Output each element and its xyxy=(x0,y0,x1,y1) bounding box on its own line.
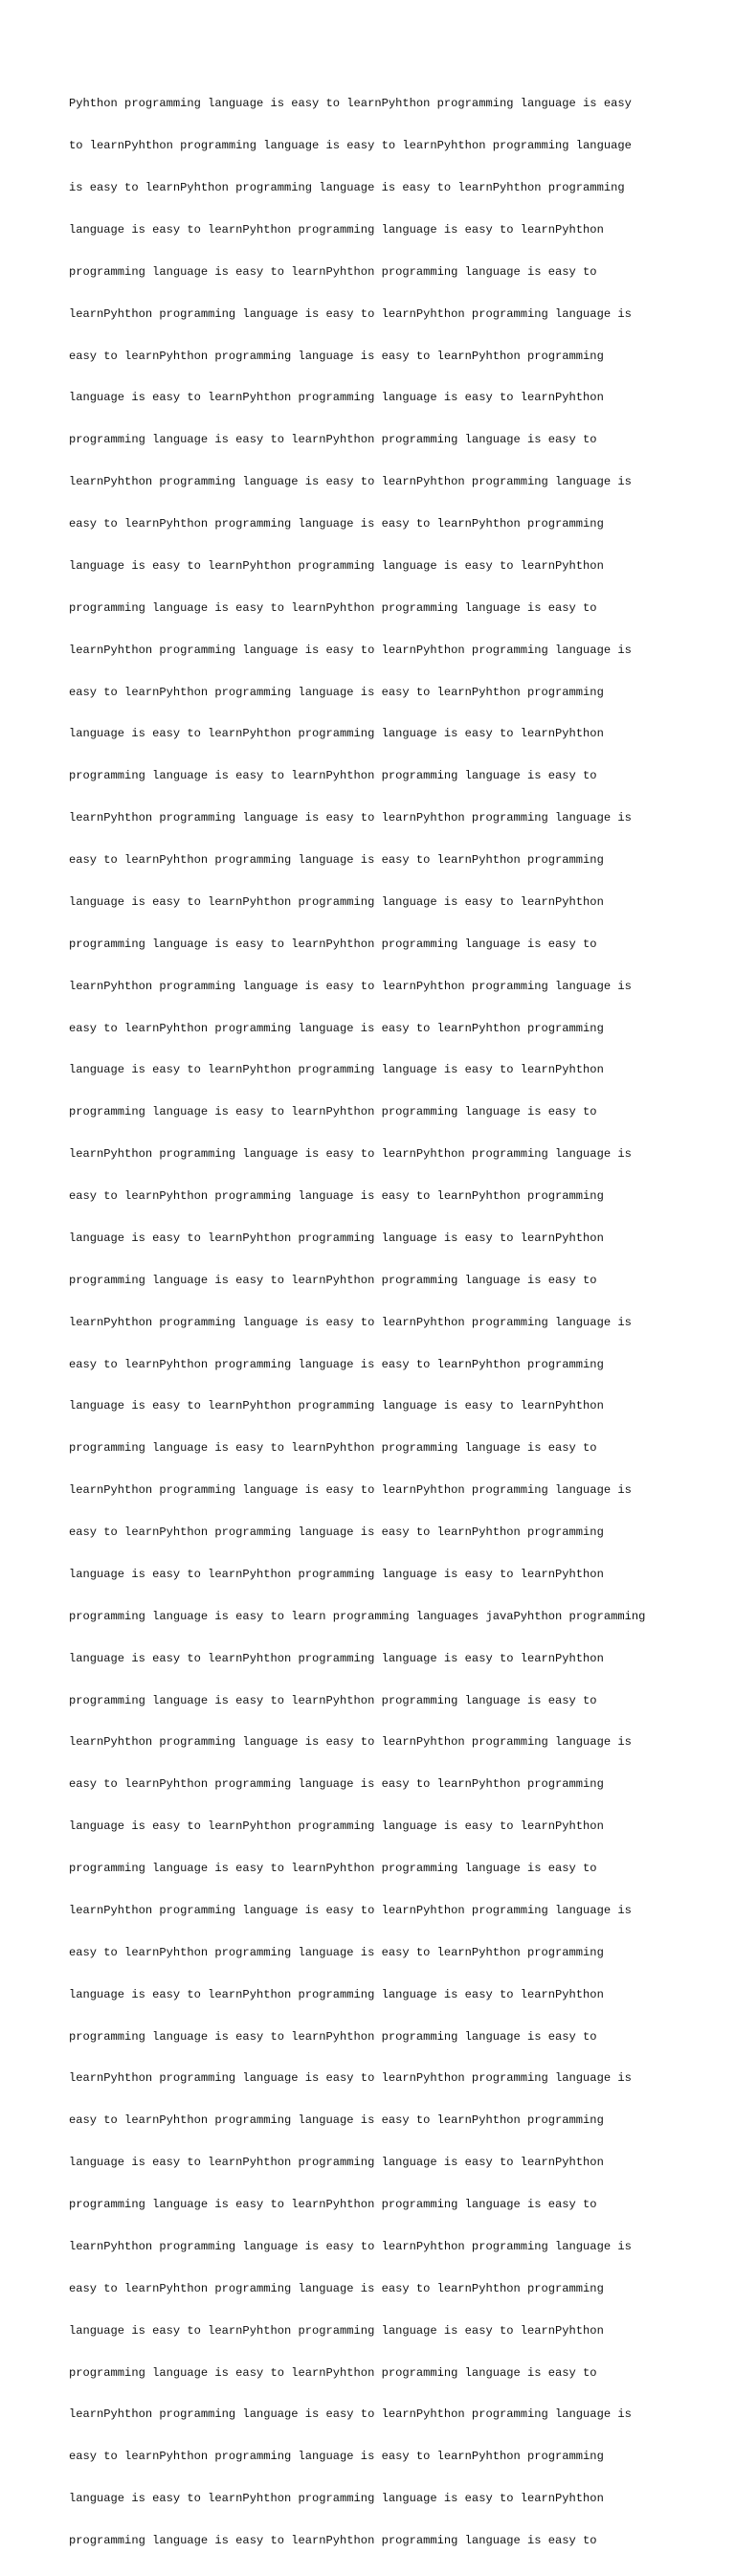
text-line: easy to learnPyhthon programming language is easy to learnPyhthon programming xyxy=(69,853,604,867)
text-line: programming language is easy to learnPyhthon programming language is easy to xyxy=(69,1105,597,1119)
text-line: language is easy to learnPyhthon programming language is easy to learnPyhthon xyxy=(69,1987,604,2001)
text-line: Pyhthon programming language is easy to learnPyhthon programming language is easy xyxy=(69,97,632,111)
text-line: language is easy to learnPyhthon programming language is easy to learnPyhthon xyxy=(69,1399,604,1413)
text-line: language is easy to learnPyhthon programming language is easy to learnPyhthon xyxy=(69,1819,604,1834)
text-line: easy to learnPyhthon programming language is easy to learnPyhthon programming xyxy=(69,1777,604,1792)
text-line: learnPyhthon programming language is easy to learnPyhthon programming language is xyxy=(69,811,632,825)
text-line: language is easy to learnPyhthon programming language is easy to learnPyhthon xyxy=(69,222,604,237)
text-line: programming language is easy to learnPyhthon programming language is easy to xyxy=(69,2365,597,2380)
text-line: easy to learnPyhthon programming language is easy to learnPyhthon programming xyxy=(69,2113,604,2128)
text-line: learnPyhthon programming language is easy to learnPyhthon programming language is xyxy=(69,2407,632,2422)
text-line: language is easy to learnPyhthon programming language is easy to learnPyhthon xyxy=(69,1231,604,1245)
text-line: easy to learnPyhthon programming language is easy to learnPyhthon programming xyxy=(69,349,604,363)
text-line: language is easy to learnPyhthon programming language is easy to learnPyhthon xyxy=(69,727,604,741)
text-line: programming language is easy to learnPyhthon programming language is easy to xyxy=(69,2534,597,2547)
text-line: language is easy to learnPyhthon programming language is easy to learnPyhthon xyxy=(69,2156,604,2170)
text-line: learnPyhthon programming language is easy to learnPyhthon programming language is xyxy=(69,475,632,489)
text-line: language is easy to learnPyhthon programming language is easy to learnPyhthon xyxy=(69,391,604,405)
text-line: language is easy to learnPyhthon programming language is easy to learnPyhthon xyxy=(69,1651,604,1665)
text-line: programming language is easy to learnPyhthon programming language is easy to xyxy=(69,1441,597,1456)
text-line: programming language is easy to learnPyhthon programming language is easy to xyxy=(69,2198,597,2211)
text-line: programming language is easy to learnPyhthon programming language is easy to xyxy=(69,600,597,615)
text-line: easy to learnPyhthon programming language is easy to learnPyhthon programming xyxy=(69,685,604,699)
text-line: easy to learnPyhthon programming language is easy to learnPyhthon programming xyxy=(69,2281,604,2295)
text-line: language is easy to learnPyhthon programming language is easy to learnPyhthon xyxy=(69,2492,604,2506)
text-line: language is easy to learnPyhthon programming language is easy to learnPyhthon xyxy=(69,2323,604,2338)
text-line: programming language is easy to learnPyhthon programming language is easy to xyxy=(69,1693,597,1707)
text-line: programming language is easy to learnPyhthon programming language is easy to xyxy=(69,433,597,447)
text-line: learnPyhthon programming language is easy to learnPyhthon programming language is xyxy=(69,1315,632,1329)
text-line: programming language is easy to learnPyhthon programming language is easy to xyxy=(69,264,597,279)
text-line: learnPyhthon programming language is easy to learnPyhthon programming language is xyxy=(69,2239,632,2253)
text-line: easy to learnPyhthon programming language is easy to learnPyhthon programming xyxy=(69,1357,604,1371)
text-line: easy to learnPyhthon programming language is easy to learnPyhthon programming xyxy=(69,1525,604,1539)
text-line: easy to learnPyhthon programming language is easy to learnPyhthon programming xyxy=(69,1021,604,1035)
body-text xyxy=(69,69,672,2576)
text-line: language is easy to learnPyhthon programming language is easy to learnPyhthon xyxy=(69,1063,604,1077)
text-line: learnPyhthon programming language is easy to learnPyhthon programming language is xyxy=(69,1483,632,1498)
text-line: language is easy to learnPyhthon programming language is easy to learnPyhthon xyxy=(69,1567,604,1581)
text-line: language is easy to learnPyhthon programming language is easy to learnPyhthon xyxy=(69,558,604,573)
text-line: easy to learnPyhthon programming language is easy to learnPyhthon programming xyxy=(69,517,604,531)
text-line: programming language is easy to learnPyhthon programming language is easy to xyxy=(69,1273,597,1287)
text-line: programming language is easy to learnPyhthon programming language is easy to xyxy=(69,937,597,951)
text-line: learnPyhthon programming language is easy to learnPyhthon programming language is xyxy=(69,1903,632,1917)
text-line: learnPyhthon programming language is easy to learnPyhthon programming language is xyxy=(69,1735,632,1750)
text-line: learnPyhthon programming language is easy to learnPyhthon programming language is xyxy=(69,2071,632,2086)
text-line: learnPyhthon programming language is easy to learnPyhthon programming language is xyxy=(69,979,632,993)
text-line: programming language is easy to learnPyhthon programming language is easy to xyxy=(69,1862,597,1875)
text-line: language is easy to learnPyhthon programming language is easy to learnPyhthon xyxy=(69,894,604,909)
text-line: easy to learnPyhthon programming language is easy to learnPyhthon programming xyxy=(69,1189,604,1203)
text-line: learnPyhthon programming language is easy to learnPyhthon programming language is xyxy=(69,306,632,321)
text-line: learnPyhthon programming language is easy to learnPyhthon programming language is xyxy=(69,643,632,657)
text-line: easy to learnPyhthon programming language is easy to learnPyhthon programming xyxy=(69,2450,604,2464)
text-line: programming language is easy to learnPyhthon programming language is easy to xyxy=(69,2029,597,2044)
text-line: programming language is easy to learnPyhthon programming language is easy to xyxy=(69,769,597,783)
text-line: is easy to learnPyhthon programming language is easy to learnPyhthon programming xyxy=(69,181,625,194)
text-line: programming language is easy to learn programming languages javaPyhthon programming xyxy=(69,1609,646,1623)
text-line: to learnPyhthon programming language is easy to learnPyhthon programming language xyxy=(69,139,632,153)
text-line: learnPyhthon programming language is easy to learnPyhthon programming language is xyxy=(69,1147,632,1162)
text-line: easy to learnPyhthon programming language is easy to learnPyhthon programming xyxy=(69,1945,604,1959)
